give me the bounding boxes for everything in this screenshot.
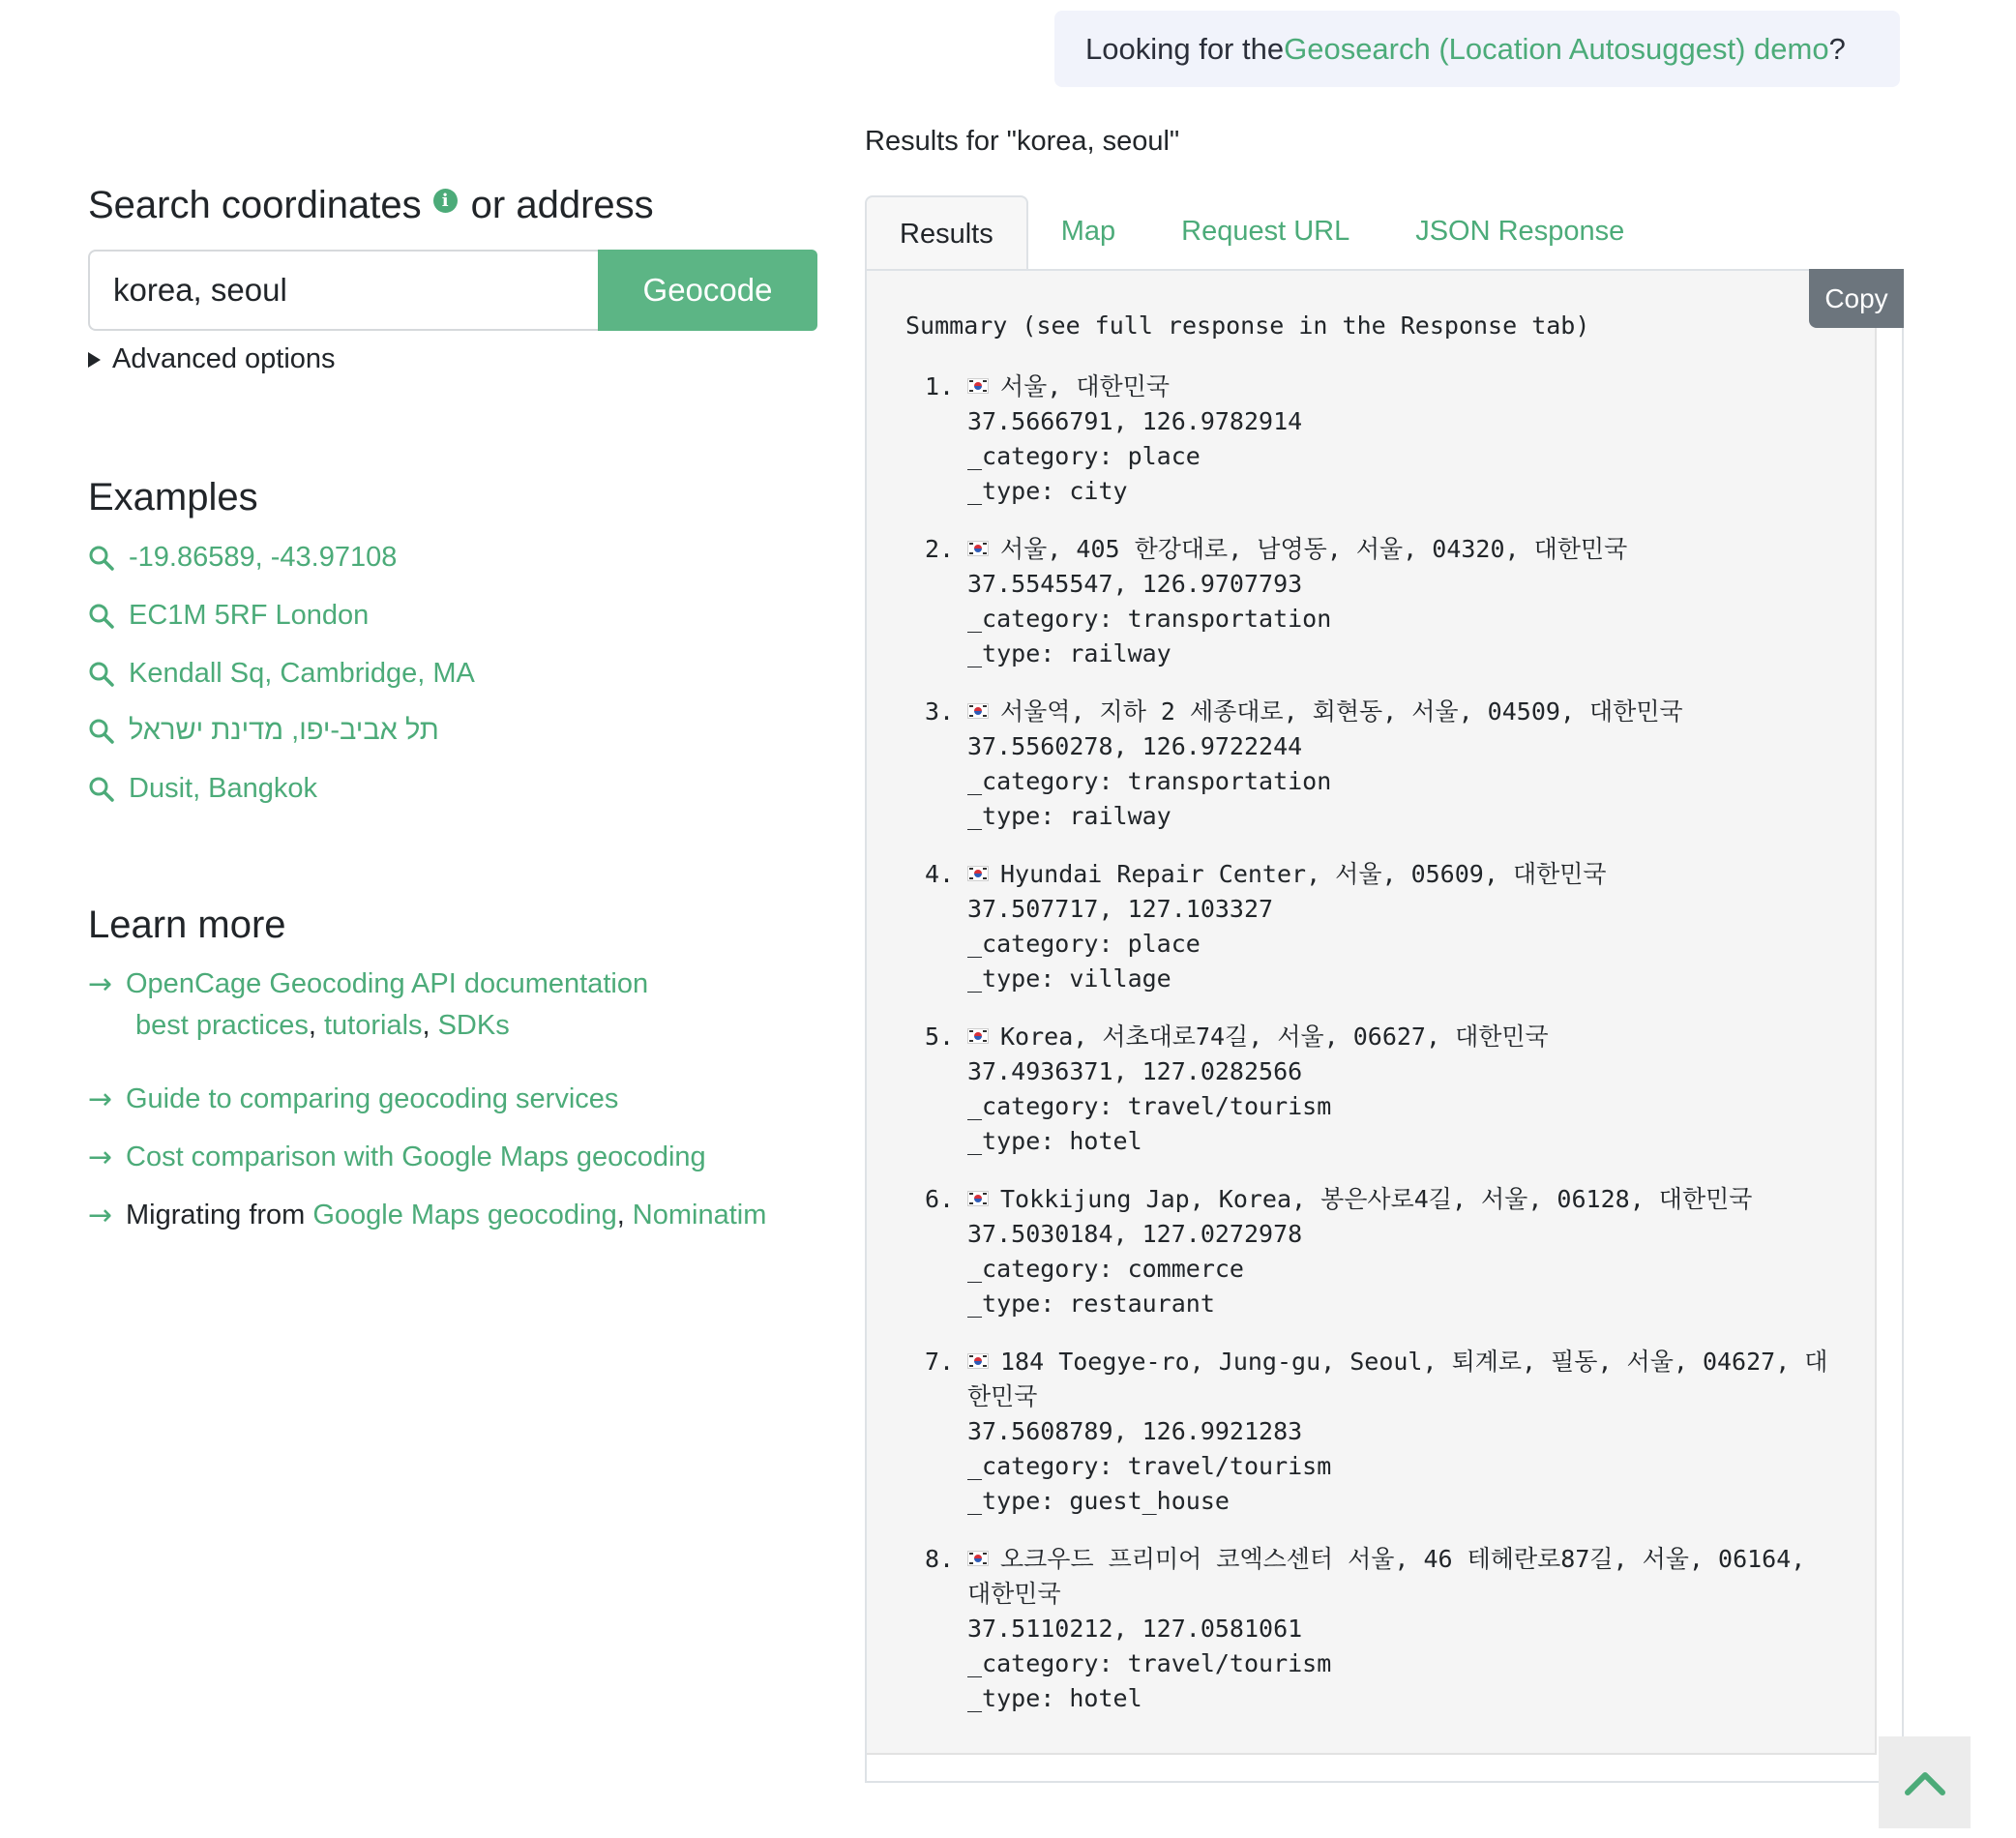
result-coords: 37.5545547, 126.9707793 [967, 570, 1303, 598]
result-item [925, 695, 1834, 834]
nominatim-link[interactable]: Nominatim [632, 1200, 767, 1230]
result-item [925, 1020, 1834, 1159]
result-item [925, 1182, 1834, 1321]
results-list [925, 370, 1834, 1739]
example-label: Dusit, Bangkok [129, 773, 318, 804]
south-korea-flag-icon [967, 1551, 989, 1566]
summary-line: Summary (see full response in the Response tab) [905, 311, 1590, 340]
search-title [88, 184, 654, 227]
result-type: _type: hotel [967, 1684, 1142, 1712]
geosearch-demo-link[interactable]: Geosearch (Location Autosuggest) demo [1284, 31, 1829, 66]
result-number: 5. [925, 1023, 955, 1051]
google-maps-link[interactable]: Google Maps geocoding [312, 1200, 617, 1230]
tab-request-url[interactable]: Request URL [1181, 215, 1350, 247]
result-type: _type: railway [967, 802, 1171, 830]
search-icon [88, 545, 115, 572]
learn-item-documentation [88, 967, 648, 1001]
separator-comma: , [308, 1010, 316, 1041]
result-number: 7. [925, 1348, 955, 1376]
result-type: _type: railway [967, 639, 1171, 667]
search-icon [88, 776, 115, 803]
south-korea-flag-icon [967, 1353, 989, 1369]
tab-map[interactable]: Map [1060, 215, 1116, 247]
result-item [925, 532, 1834, 671]
south-korea-flag-icon [967, 1028, 989, 1044]
best-practices-link[interactable]: best practices [135, 1010, 309, 1041]
result-coords: 37.5608789, 126.9921283 [967, 1417, 1303, 1445]
learn-more-title: Learn more [88, 904, 286, 946]
example-link-5[interactable] [88, 773, 317, 805]
result-category: _category: travel/tourism [967, 1452, 1332, 1480]
banner-prefix: Looking for the [1085, 31, 1285, 66]
tutorials-link[interactable]: tutorials [323, 1010, 423, 1041]
chevron-up-icon [1903, 1768, 1947, 1797]
south-korea-flag-icon [967, 703, 989, 719]
example-link-1[interactable] [88, 542, 397, 574]
result-number: 4. [925, 860, 955, 888]
example-link-4[interactable] [88, 715, 439, 747]
results-for-heading: Results for "korea, seoul" [865, 126, 1180, 157]
result-name: Hyundai Repair Center, 서울, 05609, 대한민국 [1000, 860, 1607, 888]
search-title-part2: or address [470, 184, 654, 226]
search-form [88, 250, 817, 331]
result-name: Tokkijung Jap, Korea, 봉은사로4길, 서울, 06128, 대한민국 [1000, 1185, 1753, 1213]
result-coords: 37.5666791, 126.9782914 [967, 407, 1303, 435]
advanced-options-toggle[interactable] [88, 343, 336, 375]
result-item [925, 1345, 1834, 1519]
learn-item-guide [88, 1082, 618, 1116]
separator-comma: , [616, 1200, 625, 1230]
example-label: תל אביב-יפו, מדינת ישראל [129, 715, 439, 746]
result-category: _category: place [967, 442, 1201, 470]
result-type: _type: city [967, 477, 1128, 505]
examples-title: Examples [88, 476, 258, 519]
caret-right-icon [88, 352, 101, 368]
result-name: 서울, 대한민국 [1000, 372, 1171, 400]
copy-button[interactable]: Copy [1809, 269, 1904, 328]
search-title-part1: Search coordinates [88, 184, 422, 226]
result-coords: 37.5560278, 126.9722244 [967, 732, 1303, 760]
result-name: 서울역, 지하 2 세종대로, 회현동, 서울, 04509, 대한민국 [1000, 697, 1683, 726]
result-category: _category: transportation [967, 767, 1332, 795]
learn-item-sublinks [135, 1010, 510, 1042]
geocode-button[interactable]: Geocode [598, 250, 817, 331]
result-coords: 37.507717, 127.103327 [967, 895, 1274, 923]
tab-results[interactable]: Results [865, 195, 1028, 271]
result-type: _type: hotel [967, 1127, 1142, 1155]
scroll-to-top-button[interactable] [1879, 1736, 1971, 1828]
example-link-3[interactable] [88, 658, 475, 690]
tab-json-response[interactable]: JSON Response [1415, 215, 1625, 247]
arrow-right-icon: → [88, 1141, 113, 1174]
cost-comparison-link[interactable]: Cost comparison with Google Maps geocoding [126, 1141, 706, 1172]
sdks-link[interactable]: SDKs [437, 1010, 510, 1041]
arrow-right-icon: → [88, 1199, 113, 1232]
search-icon [88, 603, 115, 630]
banner-suffix: ? [1828, 31, 1846, 66]
info-icon[interactable]: i [433, 189, 458, 213]
south-korea-flag-icon [967, 1191, 989, 1206]
result-category: _category: commerce [967, 1255, 1244, 1283]
advanced-options-label: Advanced options [112, 343, 336, 374]
result-item [925, 370, 1834, 509]
south-korea-flag-icon [967, 866, 989, 881]
result-number: 6. [925, 1185, 955, 1213]
result-item [925, 857, 1834, 996]
result-category: _category: place [967, 930, 1201, 958]
result-type: _type: restaurant [967, 1290, 1215, 1318]
search-icon [88, 661, 115, 688]
result-item [925, 1542, 1834, 1716]
result-tabs [865, 193, 1657, 269]
learn-item-cost [88, 1141, 706, 1174]
learn-item-migrating [88, 1199, 766, 1232]
result-type: _type: village [967, 964, 1171, 993]
example-label: EC1M 5RF London [129, 600, 370, 631]
example-label: -19.86589, -43.97108 [129, 542, 398, 573]
example-link-2[interactable] [88, 600, 369, 632]
example-label: Kendall Sq, Cambridge, MA [129, 658, 475, 689]
result-type: _type: guest_house [967, 1487, 1230, 1515]
documentation-link[interactable]: OpenCage Geocoding API documentation [126, 968, 649, 999]
result-category: _category: travel/tourism [967, 1092, 1332, 1120]
result-category: _category: travel/tourism [967, 1649, 1332, 1677]
search-input[interactable] [88, 250, 598, 331]
result-coords: 37.5110212, 127.0581061 [967, 1615, 1303, 1643]
result-name: 184 Toegye-ro, Jung-gu, Seoul, 퇴계로, 필동, 서울, 04627, 대한민국 [967, 1348, 1828, 1410]
result-number: 2. [925, 535, 955, 563]
result-coords: 37.5030184, 127.0272978 [967, 1220, 1303, 1248]
geosearch-banner [1054, 11, 1900, 87]
result-name: 서울, 405 한강대로, 남영동, 서울, 04320, 대한민국 [1000, 535, 1628, 563]
migrating-label: Migrating from [126, 1200, 306, 1230]
result-category: _category: transportation [967, 605, 1332, 633]
result-number: 1. [925, 372, 955, 400]
separator-comma: , [422, 1010, 430, 1041]
guide-comparing-link[interactable]: Guide to comparing geocoding services [126, 1083, 619, 1114]
result-number: 3. [925, 697, 955, 726]
result-coords: 37.4936371, 127.0282566 [967, 1057, 1303, 1085]
arrow-right-icon: → [88, 967, 113, 1001]
result-name: Korea, 서초대로74길, 서울, 06627, 대한민국 [1000, 1023, 1549, 1051]
arrow-right-icon: → [88, 1082, 113, 1116]
result-number: 8. [925, 1545, 955, 1573]
search-icon [88, 718, 115, 745]
south-korea-flag-icon [967, 378, 989, 394]
south-korea-flag-icon [967, 541, 989, 556]
result-name: 오크우드 프리미어 코엑스센터 서울, 46 테헤란로87길, 서울, 06164, 대한민국 [967, 1545, 1806, 1608]
